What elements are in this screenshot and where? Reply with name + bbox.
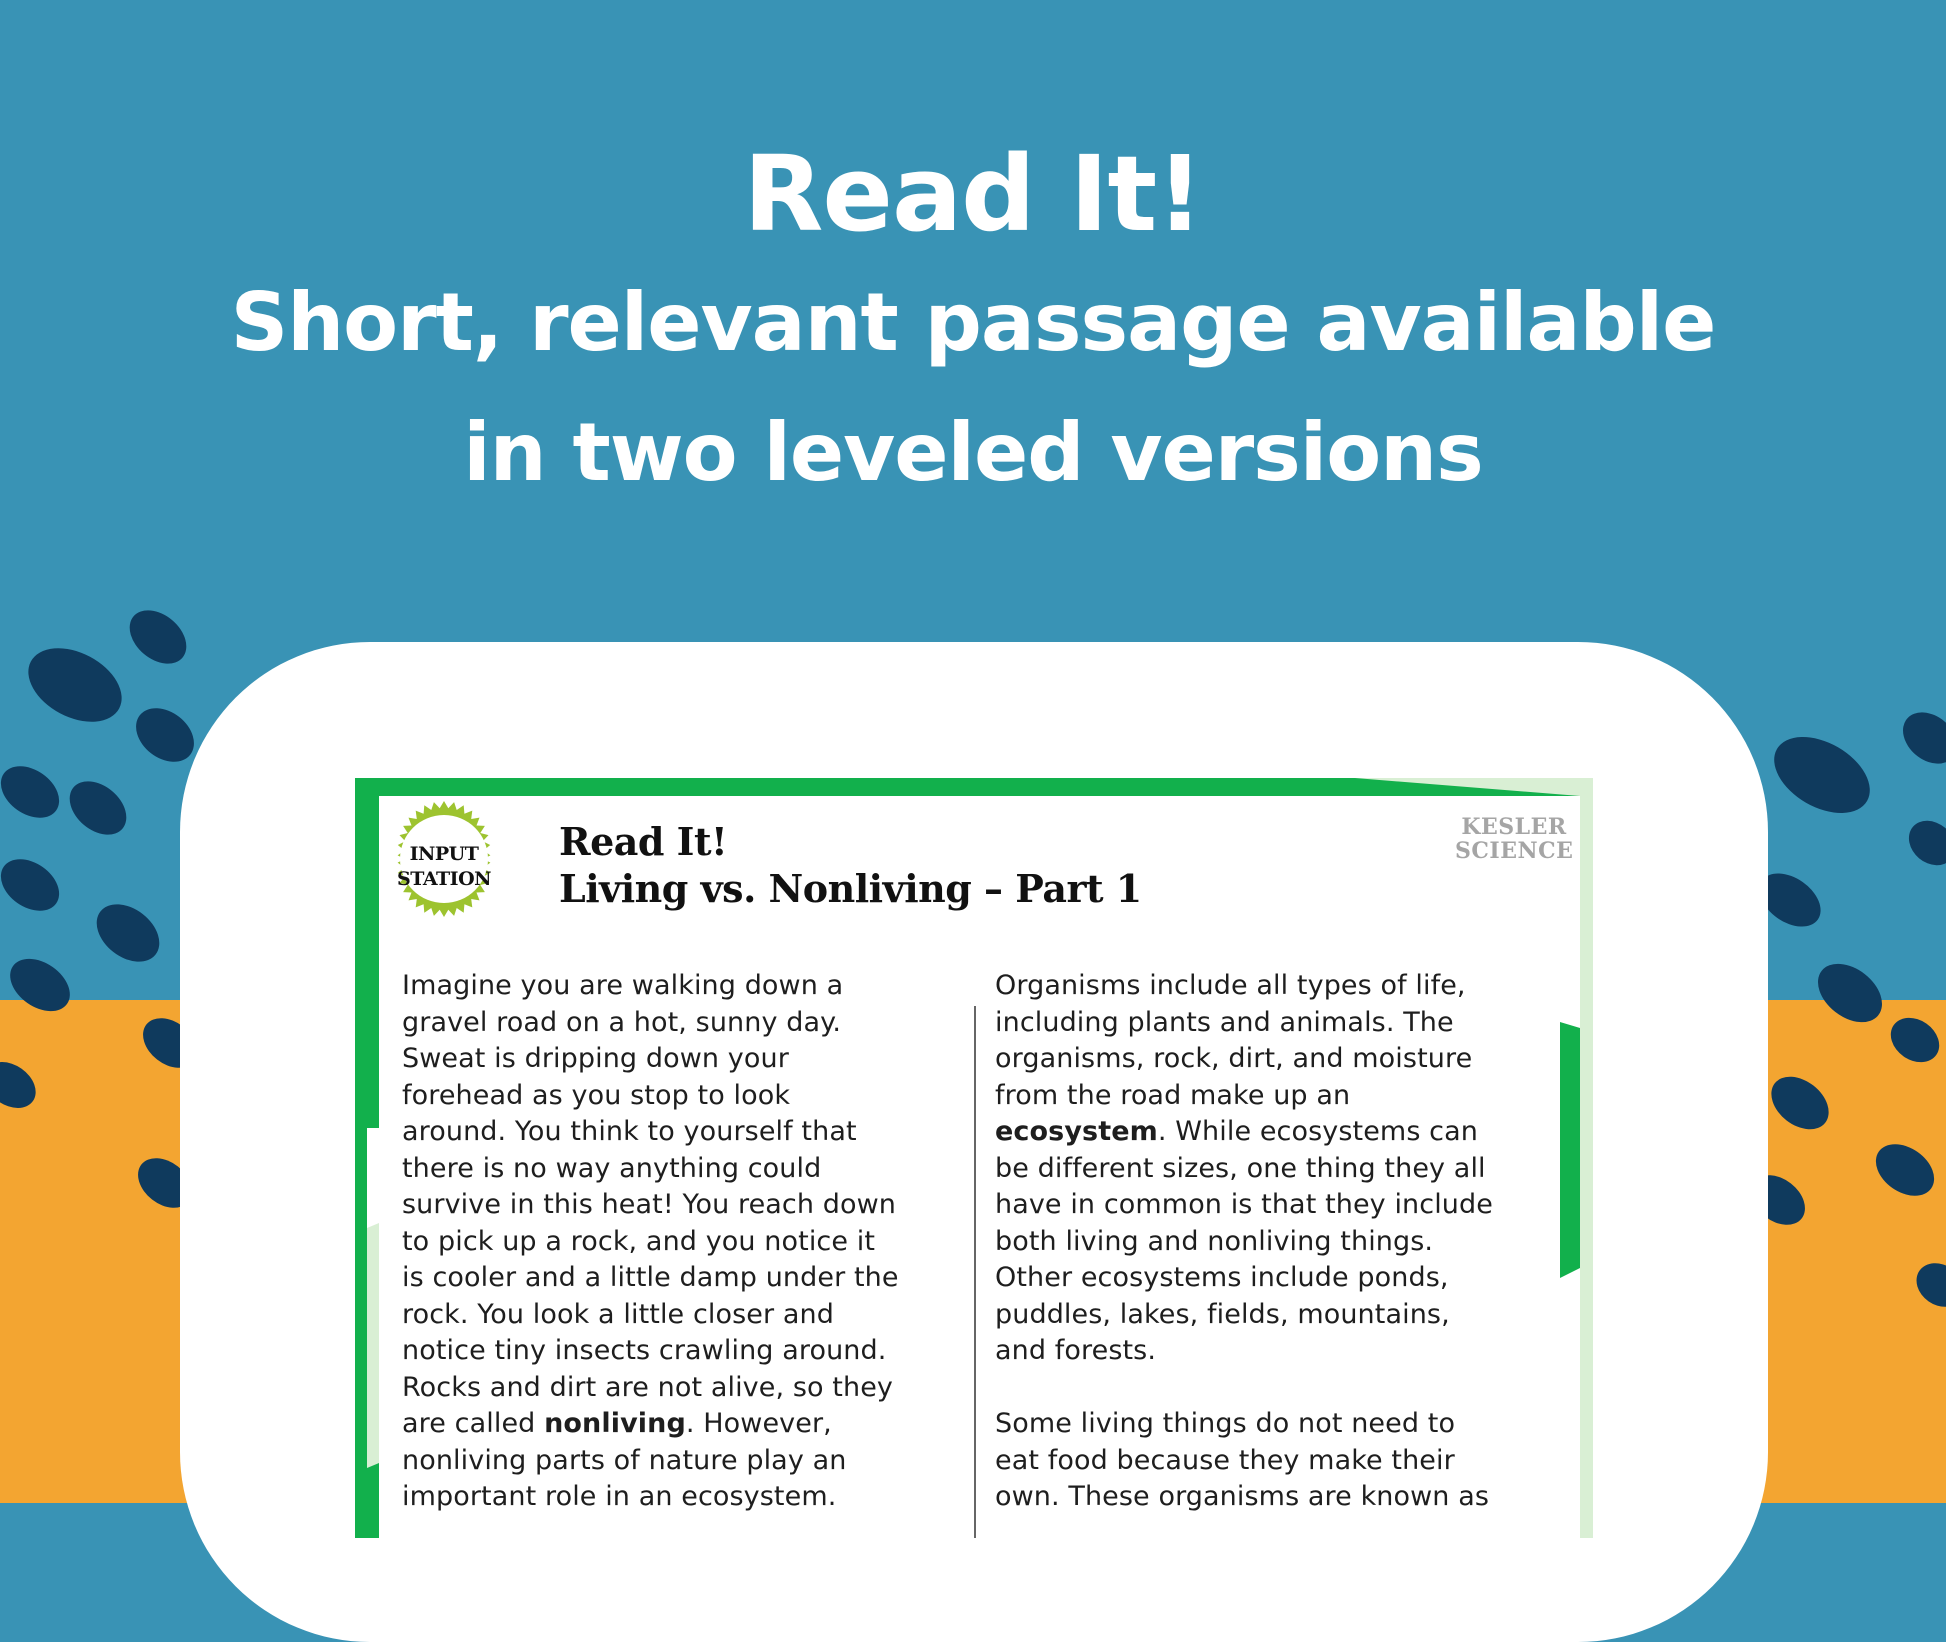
passage-line: Organisms include all types of life, [995, 970, 1466, 1001]
column-divider [974, 1006, 976, 1538]
passage-line: organisms, rock, dirt, and moisture [995, 1043, 1473, 1074]
passage-line: own. These organisms are known as [995, 1481, 1490, 1512]
passage-line: important role in an ecosystem. [402, 1481, 837, 1512]
passage-line: to pick up a rock, and you notice it [402, 1225, 876, 1257]
passage-right-column [995, 968, 1565, 1516]
vocab-term-nonliving: nonliving [544, 1408, 686, 1439]
worksheet-title [559, 818, 1142, 912]
passage-line: rock. You look a little closer and [402, 1298, 834, 1330]
passage-line: eat food because they make their [995, 1444, 1455, 1476]
passage-line: notice tiny insects crawling around. [402, 1335, 887, 1366]
passage-line: have in common is that they include [995, 1189, 1493, 1220]
paragraph-gap [995, 1370, 1565, 1407]
passage-line: Other ecosystems include ponds, [995, 1262, 1449, 1293]
badge-label: INPUT STATION [397, 843, 491, 890]
passage-line: is cooler and a little damp under the [402, 1262, 899, 1293]
passage-line: there is no way anything could [402, 1152, 822, 1184]
passage-line: including plants and animals. The [995, 1006, 1454, 1038]
passage-line: Imagine you are walking down a [402, 970, 844, 1001]
passage-line: around. You think to yourself that [402, 1116, 857, 1147]
passage-line: Sweat is dripping down your [402, 1043, 789, 1074]
passage-line: be different sizes, one thing they all [995, 1152, 1486, 1184]
worksheet-subtitle-line: Living vs. Nonliving – Part 1 [559, 866, 1142, 911]
vocab-term-ecosystem: ecosystem [995, 1116, 1158, 1147]
headline-subtitle-line-1: Short, relevant passage available [230, 276, 1716, 369]
passage-line: forehead as you stop to look [402, 1079, 791, 1111]
passage-line: from the road make up an [995, 1079, 1351, 1111]
worksheet-preview [355, 778, 1593, 1538]
kesler-science-logo: KESLER SCIENCE [1455, 814, 1574, 864]
passage-line-with-term: ecosystem. While ecosystems can [995, 1116, 1478, 1147]
passage-line-with-term: are called nonliving. However, [402, 1408, 832, 1439]
passage-line: and forests. [995, 1335, 1157, 1366]
passage-line: gravel road on a hot, sunny day. [402, 1006, 842, 1038]
passage-line: survive in this heat! You reach down [402, 1189, 897, 1220]
headline-title: Read It! [743, 133, 1203, 255]
passage-line: Some living things do not need to [995, 1408, 1456, 1439]
passage-line: puddles, lakes, fields, mountains, [995, 1298, 1450, 1330]
headline-subtitle-line-2: in two leveled versions [463, 406, 1483, 499]
passage-line: both living and nonliving things. [995, 1225, 1434, 1257]
worksheet-title-line: Read It! [559, 819, 728, 864]
passage-left-column [402, 968, 972, 1516]
passage-line: nonliving parts of nature play an [402, 1444, 847, 1476]
passage-line: Rocks and dirt are not alive, so they [402, 1371, 893, 1403]
